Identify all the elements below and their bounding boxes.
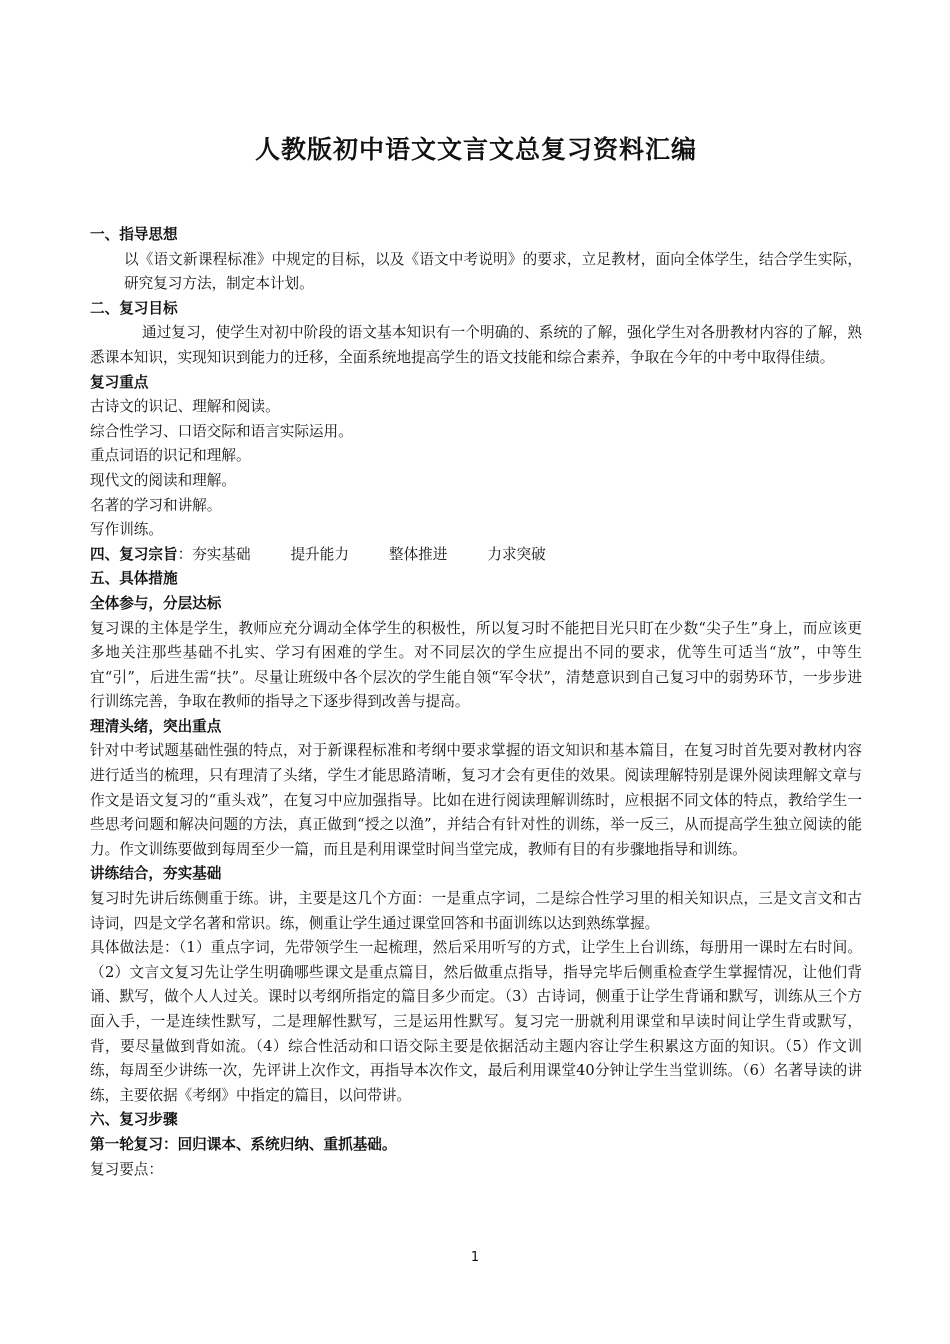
section-heading-guiding-thought: 一、指导思想 xyxy=(90,226,178,243)
list-item: 现代文的阅读和理解。 xyxy=(90,471,236,489)
list-item: 重点词语的识记和理解。 xyxy=(90,447,251,465)
subheading-practice: 讲练结合，夯实基础 xyxy=(90,865,222,883)
review-purpose-line: 四、复习宗旨：夯实基础 提升能力 整体推进 力求突破 xyxy=(90,545,546,563)
list-item: 名著的学习和讲解。 xyxy=(90,496,222,514)
section-heading-measures: 五、具体措施 xyxy=(90,570,178,588)
paragraph-key-points: 针对中考试题基础性强的特点，对于新课程标准和考纲中要求掌握的语文知识和基本篇目，在复习时首先要对教材内容进行适当的梳理，只有理清了头绪，学生才能思路清晰，复习才会有更佳的效果。阅读理解特别是课外阅读理解文章与作文是语文复习的“重头戏”，在复习中应加强指导。比如在进行阅读理解训练时，应根据不同文体的特点，教给学生一些思考问题和解决问题的方法，真正做到“授之以渔”，并结合有针对性的训练，举一反三，从而提高学生独立阅读的能力。作文训练要做到每周至少一篇，而且是利用课堂时间当堂完成，教师有目的有步骤地指导和训练。 xyxy=(90,742,862,858)
list-item: 综合性学习、口语交际和语言实际运用。 xyxy=(90,422,353,440)
paragraph-guiding-thought: 以《语文新课程标准》中规定的目标，以及《语文中考说明》的要求，立足教材，面向全体学生，结合学生实际，研究复习方法，制定本计划。 xyxy=(124,250,862,293)
paragraph-review-goals: 通过复习，使学生对初中阶段的语文基本知识有一个明确的、系统的了解，强化学生对各册教材内容的了解，熟悉课本知识，实现知识到能力的迁移，全面系统地提高学生的语文技能和综合素养，争取在今年的中考中取得佳绩。 xyxy=(90,324,862,366)
document-title: 人教版初中语文文言文总复习资料汇编 xyxy=(254,135,697,164)
purpose-item: 提升能力 xyxy=(290,545,349,563)
section-heading-review-purpose: 四、复习宗旨 xyxy=(90,545,178,563)
page-number: 1 xyxy=(470,1250,480,1265)
document-body xyxy=(90,223,862,1182)
paragraph-participation: 复习课的主体是学生，教师应充分调动全体学生的积极性，所以复习时不能把目光只盯在少数“尖子生”身上，而应该更多地关注那些基础不扎实、学习有困难的学生。对不同层次的学生应提出不同的要求，优等生可适当“放”，中等生宜“引”，后进生需“扶”。尽量让班级中各个层次的学生能自领“军令状”，清楚意识到自己复习中的弱势环节，一步步进行训练完善，争取在教师的指导之下逐步得到改善与提高。 xyxy=(90,619,862,711)
purpose-item: 夯实基础 xyxy=(192,545,251,563)
purpose-item: 力求突破 xyxy=(487,545,546,563)
list-item: 写作训练。 xyxy=(90,521,163,539)
paragraph-review-essentials: 复习要点： xyxy=(90,1160,163,1178)
purpose-item: 整体推进 xyxy=(388,545,448,563)
section-heading-review-focus: 复习重点 xyxy=(90,373,149,391)
subheading-key-points: 理清头绪，突出重点 xyxy=(90,717,222,735)
paragraph-practice-2: 具体做法是：（1）重点字词，先带领学生一起梳理，然后采用听写的方式，让学生上台训练，每册用一课时左右时间。（2）文言文复习先让学生明确哪些课文是重点篇目，然后做重点指导，指导完毕后侧重检查学生掌握情况，让他们背诵、默写，做个人人过关。课时以考纲所指定的篇目多少而定。（3）古诗词，侧重于让学生背诵和默写，训练从三个方面入手，一是连续性默写，二是理解性默写，三是运用性默写。复习完一册就利用课堂和早读时间让学生背或默写，背，要尽量做到背如流。（4）综合性活动和口语交际主要是依据活动主题内容让学生积累这方面的知识。（5）作文训练，每周至少讲练一次，先评讲上次作文，再指导本次作文，最后利用课堂40分钟让学生当堂训练。（6）名著导读的讲练，主要依据《考纲》中指定的篇目，以问带讲。 xyxy=(90,939,862,1104)
subheading-participation: 全体参与，分层达标 xyxy=(90,594,222,612)
paragraph-practice-1: 复习时先讲后练侧重于练。讲，主要是这几个方面：一是重点字词，二是综合性学习里的相关知识点，三是文言文和古诗词，四是文学名著和常识。练，侧重让学生通过课堂回答和书面训练以达到熟练掌握。 xyxy=(90,890,862,932)
list-item: 古诗文的识记、理解和阅读。 xyxy=(90,398,280,416)
section-heading-review-goals: 二、复习目标 xyxy=(90,299,178,317)
section-heading-review-steps: 六、复习步骤 xyxy=(90,1111,178,1129)
subheading-first-round: 第一轮复习：回归课本、系统归纳、重抓基础。 xyxy=(90,1135,397,1153)
